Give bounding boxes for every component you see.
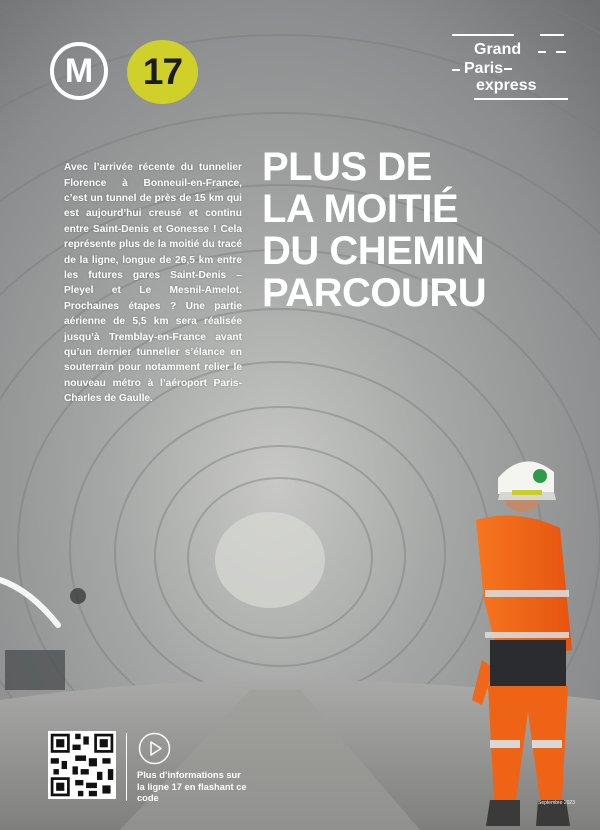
metro-logo xyxy=(50,42,108,100)
date-label: Septembre 2023 xyxy=(538,800,575,806)
brand-line-paris: Paris xyxy=(464,60,504,77)
logo-dash xyxy=(556,51,566,53)
brand-line-express: express xyxy=(476,77,537,94)
line-17-badge: 17 xyxy=(127,40,198,104)
play-icon xyxy=(138,732,171,765)
logo-dash xyxy=(474,98,568,100)
logo-dash xyxy=(452,69,460,71)
metro-logo-letter: M xyxy=(64,52,94,90)
qr-code[interactable] xyxy=(48,731,116,799)
headline-line-3: DU CHEMIN xyxy=(262,229,485,273)
headline-line-1: PLUS DE xyxy=(262,145,432,189)
grand-paris-express-logo xyxy=(452,34,572,104)
logo-dash xyxy=(504,68,512,70)
intro-paragraph: Avec l’arrivée récente du tunnelier Florence à Bonneuil-en-France, c’est un tunnel de près de 15 km qui est aujourd’hui creusé et continu entre Saint-Denis et Gonesse ! Cela représente plus de la moitié du tracé de la ligne, longue de 26,5 km entre les futures gares Saint-Denis – Pleyel et Le Mesnil-Amelot. Prochaines étapes ? Une partie aérienne de 5,5 km sera réalisée jusqu’à Tremblay-en-France avant qu’un dernier tunnelier s’élance en souterrain pour notamment relier le nouveau métro à l’aéroport Paris-Charles de Gaulle. xyxy=(64,162,242,405)
brand-line-grand: Grand xyxy=(474,41,522,58)
qr-divider xyxy=(126,733,127,801)
headline-line-4: PARCOURU xyxy=(262,271,487,315)
logo-dash xyxy=(540,34,564,36)
headline xyxy=(262,146,562,314)
qr-caption: Plus d’informations sur la ligne 17 en flashant ce code xyxy=(137,770,247,803)
headline-line-2: LA MOITIÉ xyxy=(262,187,459,231)
logo-dash xyxy=(452,34,514,36)
logo-dash xyxy=(538,51,546,53)
